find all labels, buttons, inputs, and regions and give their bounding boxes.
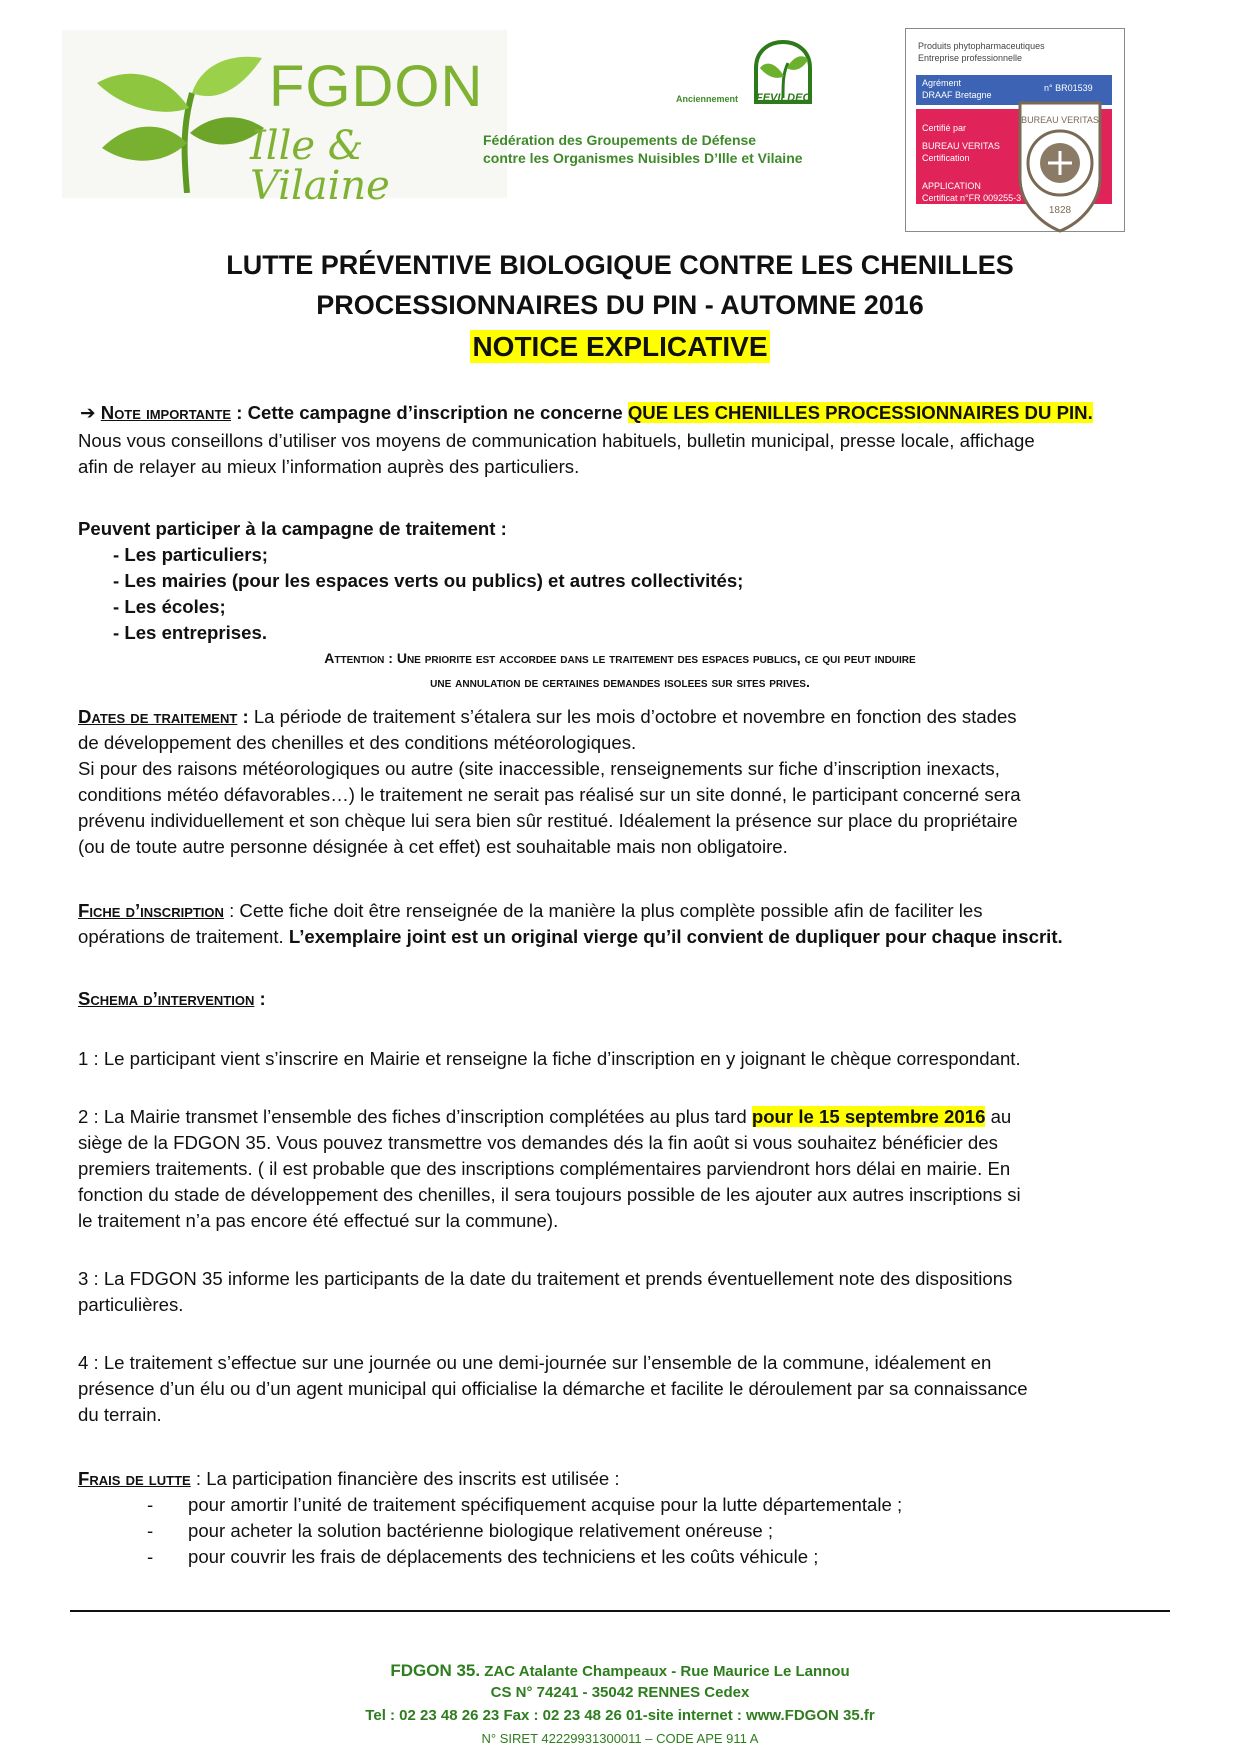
schema-step2-line4: fonction du stade de développement des chenilles, il sera toujours possible de les ajouter aux autres inscriptions si bbox=[78, 1184, 1021, 1205]
document-subtitle bbox=[0, 331, 1240, 363]
federation-name-line1: Fédération des Groupements de Défense bbox=[483, 132, 757, 148]
frais-text: : La participation financière des inscrits est utilisée : bbox=[190, 1468, 620, 1489]
document-title-line2: PROCESSIONNAIRES DU PIN - AUTOMNE 2016 bbox=[316, 290, 924, 320]
cert-certificate-number: Certificat n°FR 009255-3 bbox=[922, 193, 1022, 203]
fiche-label: Fiche d’inscription bbox=[78, 900, 224, 921]
dash-bullet: - bbox=[147, 1546, 154, 1567]
cert-agrement-number: n° BR01539 bbox=[1044, 83, 1093, 93]
attention-line1: Attention : Une priorite est accordee dans le traitement des espaces publics, ce qui peut induire bbox=[324, 650, 916, 666]
note-text: Cette campagne d’inscription ne concerne bbox=[247, 402, 628, 423]
cert-certification-label: Certification bbox=[922, 153, 970, 163]
dates-text: La période de traitement s’étalera sur les mois d’octobre et novembre en fonction des stades bbox=[253, 706, 1017, 727]
fgdon-logo bbox=[62, 30, 507, 209]
dash-bullet: - bbox=[147, 1520, 154, 1541]
schema-label: Schema d’intervention bbox=[78, 988, 255, 1009]
note-highlight: QUE LES CHENILLES PROCESSIONNAIRES DU PIN. bbox=[627, 402, 1093, 423]
fiche-line2 bbox=[78, 926, 1063, 948]
list-item: pour amortir l’unité de traitement spécifiquement acquise pour la lutte départementale ; bbox=[188, 1494, 903, 1515]
dates-line3: Si pour des raisons météorologiques ou autre (site inaccessible, renseignements sur fiche d’inscription inexacts, bbox=[78, 758, 1000, 779]
schema-step4-line1: 4 : Le traitement s’effectue sur une journée ou une demi-journée sur l’ensemble de la commune, idéalement en bbox=[78, 1352, 992, 1373]
schema-step2-line1 bbox=[78, 1106, 1011, 1128]
schema-sep: : bbox=[254, 988, 266, 1009]
fiche-text: opérations de traitement. bbox=[78, 926, 289, 947]
schema-step2-line3: premiers traitements. ( il est probable que des inscriptions complémentaires parviendront hors délai en mairie. En bbox=[78, 1158, 1011, 1179]
cert-line: Produits phytopharmaceutiques bbox=[918, 41, 1045, 51]
list-item: pour couvrir les frais de déplacements des techniciens et les coûts véhicule ; bbox=[188, 1546, 819, 1567]
schema-step4-line2: présence d’un élu ou d’un agent municipal qui officialise la démarche et facilite le déroulement par sa connaissance bbox=[78, 1378, 1028, 1399]
frais-label: Frais de lutte bbox=[78, 1468, 191, 1489]
step2-deadline: pour le 15 septembre 2016 bbox=[751, 1106, 986, 1127]
federation-name-line2: contre les Organismes Nuisibles D’Ille et Vilaine bbox=[483, 150, 803, 166]
cert-application-label: APPLICATION bbox=[922, 181, 981, 191]
list-item: - Les entreprises. bbox=[113, 622, 267, 643]
bureau-veritas-seal-icon bbox=[1010, 83, 1110, 233]
note-importante-line bbox=[80, 402, 1093, 424]
fiche-bold: L’exemplaire joint est un original vierge qu’il convient de dupliquer pour chaque inscrit. bbox=[288, 926, 1063, 947]
list-item: - Les écoles; bbox=[113, 596, 226, 617]
cert-bv-label: BUREAU VERITAS bbox=[922, 141, 1000, 151]
dates-label: Dates de traitement bbox=[78, 706, 238, 727]
certification-badge bbox=[905, 28, 1125, 232]
cert-agrement-org: DRAAF Bretagne bbox=[922, 90, 992, 100]
cert-par-label: Certifié par bbox=[922, 123, 967, 133]
list-item: - Les particuliers; bbox=[113, 544, 268, 565]
note-line2: Nous vous conseillons d’utiliser vos moyens de communication habituels, bulletin municipal, presse locale, affichage bbox=[78, 430, 1035, 451]
arrow-right-icon: ➔ bbox=[80, 402, 96, 423]
footer-siret: N° SIRET 42229931300011 – CODE APE 911 A bbox=[481, 1731, 759, 1746]
fiche-line1 bbox=[78, 900, 983, 922]
schema-step2-line5: le traitement n’a pas encore été effectué sur la commune). bbox=[78, 1210, 559, 1231]
fiche-text: : Cette fiche doit être renseignée de la manière la plus complète possible afin de faciliter les bbox=[223, 900, 983, 921]
footer-divider bbox=[70, 1610, 1170, 1612]
footer-contact: Tel : 02 23 48 26 23 Fax : 02 23 48 26 01-site internet : www.FDGON 35.fr bbox=[365, 1707, 875, 1724]
footer-address: ZAC Atalante Champeaux - Rue Maurice Le Lannou bbox=[480, 1663, 850, 1680]
schema-step2-line2: siège de la FDGON 35. Vous pouvez transmettre vos demandes dés la fin août si vous souhaitez bénéficier des bbox=[78, 1132, 998, 1153]
schema-step1: 1 : Le participant vient s’inscrire en Mairie et renseigne la fiche d’inscription en y joignant le chèque correspondant. bbox=[78, 1048, 1021, 1069]
participants-heading: Peuvent participer à la campagne de traitement : bbox=[78, 518, 507, 539]
cert-agrement-label: Agrément bbox=[922, 78, 962, 88]
note-label: Note importante bbox=[100, 402, 232, 423]
plant-logo-icon bbox=[92, 48, 267, 193]
logo-title: FGDON bbox=[269, 54, 484, 119]
seal-text: BUREAU VERITAS bbox=[1021, 115, 1099, 125]
step2-text: 2 : La Mairie transmet l’ensemble des fiches d’inscription complétées au plus tard bbox=[78, 1106, 752, 1127]
schema-heading bbox=[78, 988, 266, 1010]
footer-address-line2: CS N° 74241 - 35042 RENNES Cedex bbox=[490, 1684, 750, 1701]
footer-address-line1 bbox=[0, 1661, 1240, 1681]
notice-explicative-heading: NOTICE EXPLICATIVE bbox=[472, 331, 768, 362]
list-item: - Les mairies (pour les espaces verts ou publics) et autres collectivités; bbox=[113, 570, 744, 591]
list-item: pour acheter la solution bactérienne biologique relativement onéreuse ; bbox=[188, 1520, 774, 1541]
seal-year: 1828 bbox=[1048, 205, 1072, 216]
attention-line2: une annulation de certaines demandes isolees sur sites prives. bbox=[430, 674, 810, 690]
note-line3: afin de relayer au mieux l’information auprès des particuliers. bbox=[78, 456, 580, 477]
dates-line2: de développement des chenilles et des conditions météorologiques. bbox=[78, 732, 637, 753]
dates-line6: (ou de toute autre personne désignée à cet effet) est souhaitable mais non obligatoire. bbox=[78, 836, 788, 857]
fevildec-prefix: Anciennement bbox=[676, 94, 739, 104]
cert-line: Entreprise professionnelle bbox=[918, 53, 1023, 63]
schema-step4-line3: du terrain. bbox=[78, 1404, 162, 1425]
dates-line4: conditions météo défavorables…) le traitement ne serait pas réalisé sur un site donné, le participant concerné sera bbox=[78, 784, 1021, 805]
document-title-line1: LUTTE PRÉVENTIVE BIOLOGIQUE CONTRE LES CHENILLES bbox=[226, 250, 1014, 280]
schema-step3-line2: particulières. bbox=[78, 1294, 184, 1315]
dates-sep: : bbox=[237, 706, 254, 727]
frais-line bbox=[78, 1468, 620, 1490]
logo-subtitle: Ille & Vilaine bbox=[250, 123, 390, 209]
footer-org: FDGON 35. bbox=[390, 1661, 481, 1680]
note-sep: : bbox=[231, 402, 248, 423]
fevildec-name: FEVILDEC bbox=[756, 92, 811, 104]
schema-step3-line1: 3 : La FDGON 35 informe les participants de la date du traitement et prends éventuellement note des dispositions bbox=[78, 1268, 1013, 1289]
dates-line1 bbox=[78, 706, 1017, 728]
step2-text: au bbox=[985, 1106, 1012, 1127]
dash-bullet: - bbox=[147, 1494, 154, 1515]
dates-line5: prévenu individuellement et son chèque lui sera bien sûr restitué. Idéalement la présence sur place du propriétaire bbox=[78, 810, 1018, 831]
